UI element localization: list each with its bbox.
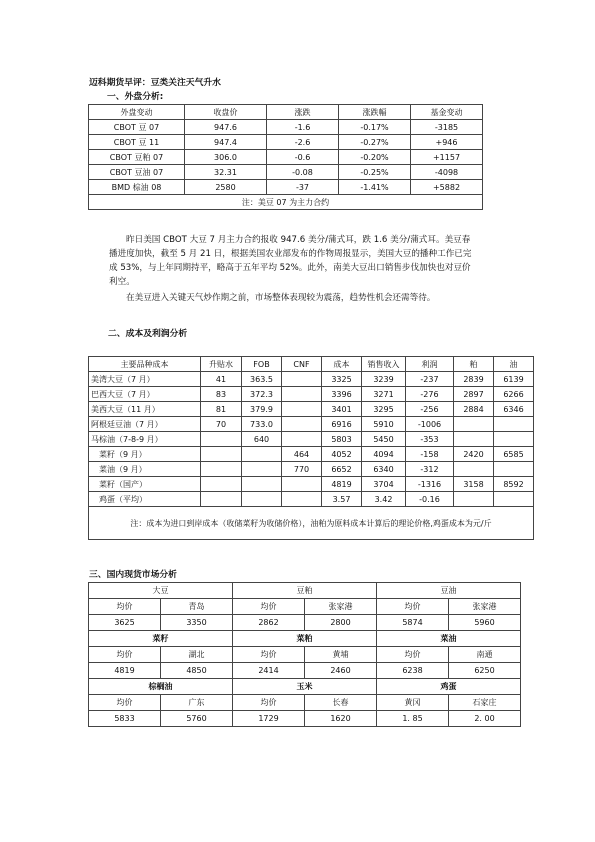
cell xyxy=(494,492,534,507)
cell xyxy=(201,492,242,507)
table-row xyxy=(89,180,483,195)
price-value: 2862 xyxy=(233,615,305,631)
cell: -37 xyxy=(267,180,339,195)
cell: 2839 xyxy=(454,372,494,387)
location-label: 均价 xyxy=(233,647,305,663)
price-row xyxy=(89,663,521,679)
commodity-name: 棕榈油 xyxy=(89,679,233,695)
cell: 363.5 xyxy=(242,372,282,387)
cell: 6340 xyxy=(362,462,406,477)
cell xyxy=(454,432,494,447)
cell: 372.3 xyxy=(242,387,282,402)
cost-table-body xyxy=(89,372,534,507)
cell: -0.20% xyxy=(339,150,411,165)
cell: -353 xyxy=(406,432,454,447)
location-label: 张家港 xyxy=(305,599,377,615)
col-header: 收盘价 xyxy=(185,105,267,120)
location-label: 均价 xyxy=(89,599,161,615)
cell: 733.0 xyxy=(242,417,282,432)
table-row xyxy=(89,372,534,387)
location-label: 黄冈 xyxy=(377,695,449,711)
cell: +946 xyxy=(411,135,483,150)
cell: 5803 xyxy=(322,432,362,447)
cell xyxy=(201,432,242,447)
cell xyxy=(282,477,322,492)
cell: -158 xyxy=(406,447,454,462)
col-header: 利润 xyxy=(406,357,454,372)
cell xyxy=(242,477,282,492)
table-note: 注：成本为进口到岸成本（收储菜籽为收储价格），油粕为原料成本计算后的理论价格,鸡蛋成本为元/斤 xyxy=(89,507,534,540)
price-value: 6250 xyxy=(449,663,521,679)
cell: 3325 xyxy=(322,372,362,387)
cell xyxy=(242,447,282,462)
cell: 5910 xyxy=(362,417,406,432)
commodity-name: 菜粕 xyxy=(233,631,377,647)
price-value: 1620 xyxy=(305,711,377,727)
location-label: 石家庄 xyxy=(449,695,521,711)
cell: 83 xyxy=(201,387,242,402)
cell xyxy=(494,462,534,477)
cell: 菜油（9 月） xyxy=(89,462,201,477)
cell: 6139 xyxy=(494,372,534,387)
cell: 鸡蛋（平均） xyxy=(89,492,201,507)
cell xyxy=(454,462,494,477)
table-row xyxy=(89,165,483,180)
cell: -312 xyxy=(406,462,454,477)
price-row xyxy=(89,615,521,631)
section-2-title: 二、成本及利润分析 xyxy=(108,329,188,339)
cell: 6652 xyxy=(322,462,362,477)
cell xyxy=(282,417,322,432)
table-header-row xyxy=(89,105,483,120)
cell: 6916 xyxy=(322,417,362,432)
price-row xyxy=(89,711,521,727)
col-header: 成本 xyxy=(322,357,362,372)
col-header: CNF xyxy=(282,357,322,372)
cell: 81 xyxy=(201,402,242,417)
price-value: 4819 xyxy=(89,663,161,679)
cell: 2420 xyxy=(454,447,494,462)
cell: 8592 xyxy=(494,477,534,492)
commodity-name: 豆粕 xyxy=(233,583,377,599)
cell: -256 xyxy=(406,402,454,417)
paragraph-1: 昨日美国 CBOT 大豆 7 月主力合约报收 947.6 美分/蒲式耳，跌 1.6 美分/蒲式耳。美豆春播进度加快，截至 5 月 21 日，根据美国农业部发布的作物周报显示，美国大豆的播种工作已完成 53%，与上年同期持平，略高于五年平均 52%。此外，南美大豆出口销售步伐加快也对豆价利空。 xyxy=(109,235,472,287)
cell: -0.25% xyxy=(339,165,411,180)
cell: 770 xyxy=(282,462,322,477)
commodity-name-row xyxy=(89,583,521,599)
cell xyxy=(282,492,322,507)
commodity-name: 大豆 xyxy=(89,583,233,599)
price-value: 1. 85 xyxy=(377,711,449,727)
cell: 6266 xyxy=(494,387,534,402)
location-row xyxy=(89,695,521,711)
cell: 32.31 xyxy=(185,165,267,180)
table-row xyxy=(89,150,483,165)
price-value: 2414 xyxy=(233,663,305,679)
commodity-name-row xyxy=(89,679,521,695)
price-value: 1729 xyxy=(233,711,305,727)
cell: -1.6 xyxy=(267,120,339,135)
cell: 巴西大豆（7 月） xyxy=(89,387,201,402)
cell: 阿根廷豆油（7 月） xyxy=(89,417,201,432)
cell: -2.6 xyxy=(267,135,339,150)
foreign-market-table xyxy=(88,104,483,210)
price-value: 5760 xyxy=(161,711,233,727)
table-header-row xyxy=(89,357,534,372)
section-1-title: 一、外盘分析: xyxy=(107,92,164,102)
cell xyxy=(494,432,534,447)
col-header: 油 xyxy=(494,357,534,372)
col-header: 升贴水 xyxy=(201,357,242,372)
location-label: 张家港 xyxy=(449,599,521,615)
cell: -1006 xyxy=(406,417,454,432)
cell xyxy=(201,477,242,492)
cell: 3271 xyxy=(362,387,406,402)
paragraph-2: 在美豆进入关键天气炒作期之前，市场整体表现较为震荡，趋势性机会还需等待。 xyxy=(126,293,436,303)
cell: 菜籽（9 月） xyxy=(89,447,201,462)
commodity-name: 豆油 xyxy=(377,583,521,599)
cell: -0.27% xyxy=(339,135,411,150)
location-label: 均价 xyxy=(89,695,161,711)
spot-market-table xyxy=(88,582,521,727)
cell xyxy=(282,387,322,402)
table-row xyxy=(89,120,483,135)
cell: -1316 xyxy=(406,477,454,492)
cell: -3185 xyxy=(411,120,483,135)
price-value: 5833 xyxy=(89,711,161,727)
location-label: 均价 xyxy=(233,695,305,711)
location-row xyxy=(89,647,521,663)
location-label: 南通 xyxy=(449,647,521,663)
table-row xyxy=(89,447,534,462)
col-header: FOB xyxy=(242,357,282,372)
table-row xyxy=(89,387,534,402)
cell: 41 xyxy=(201,372,242,387)
col-header: 涨跌幅 xyxy=(339,105,411,120)
col-header: 粕 xyxy=(454,357,494,372)
cell: 3.57 xyxy=(322,492,362,507)
location-label: 广东 xyxy=(161,695,233,711)
location-label: 均价 xyxy=(89,647,161,663)
location-row xyxy=(89,599,521,615)
cell: 3396 xyxy=(322,387,362,402)
commodity-name: 菜油 xyxy=(377,631,521,647)
col-header: 外盘变动 xyxy=(89,105,185,120)
cell: 4819 xyxy=(322,477,362,492)
location-label: 黄埔 xyxy=(305,647,377,663)
cell xyxy=(454,417,494,432)
cell: 379.9 xyxy=(242,402,282,417)
cell: CBOT 豆粕 07 xyxy=(89,150,185,165)
cell: 菜籽（国产） xyxy=(89,477,201,492)
cell: 6585 xyxy=(494,447,534,462)
price-value: 2800 xyxy=(305,615,377,631)
cell xyxy=(282,402,322,417)
location-label: 均价 xyxy=(233,599,305,615)
price-value: 6238 xyxy=(377,663,449,679)
price-value: 5960 xyxy=(449,615,521,631)
location-label: 长春 xyxy=(305,695,377,711)
location-label: 青岛 xyxy=(161,599,233,615)
cell: -4098 xyxy=(411,165,483,180)
cell: 4094 xyxy=(362,447,406,462)
cell: -1.41% xyxy=(339,180,411,195)
col-header: 基金变动 xyxy=(411,105,483,120)
cell: -0.17% xyxy=(339,120,411,135)
cell: 美西大豆（11 月） xyxy=(89,402,201,417)
cell: -0.6 xyxy=(267,150,339,165)
cell: 3.42 xyxy=(362,492,406,507)
cell: 2580 xyxy=(185,180,267,195)
cell: +1157 xyxy=(411,150,483,165)
table-note-row xyxy=(89,195,483,210)
cell: CBOT 豆 11 xyxy=(89,135,185,150)
cell: 464 xyxy=(282,447,322,462)
cell xyxy=(201,447,242,462)
doc-title: 迈科期货早评：豆类关注天气升水 xyxy=(89,78,221,88)
cell xyxy=(242,492,282,507)
cell: 2884 xyxy=(454,402,494,417)
price-value: 5874 xyxy=(377,615,449,631)
cell: 美湾大豆（7 月） xyxy=(89,372,201,387)
cell: -0.16 xyxy=(406,492,454,507)
cell: 70 xyxy=(201,417,242,432)
col-header: 涨跌 xyxy=(267,105,339,120)
table-row xyxy=(89,492,534,507)
location-label: 均价 xyxy=(377,599,449,615)
price-value: 4850 xyxy=(161,663,233,679)
cell xyxy=(242,462,282,477)
cell: 640 xyxy=(242,432,282,447)
commodity-name: 菜籽 xyxy=(89,631,233,647)
cell: CBOT 豆油 07 xyxy=(89,165,185,180)
cell: 3295 xyxy=(362,402,406,417)
table-row xyxy=(89,462,534,477)
cell: 947.4 xyxy=(185,135,267,150)
commodity-name: 玉米 xyxy=(233,679,377,695)
commodity-name-row xyxy=(89,631,521,647)
price-value: 3350 xyxy=(161,615,233,631)
location-label: 均价 xyxy=(377,647,449,663)
table-row xyxy=(89,402,534,417)
cell: BMD 棕油 08 xyxy=(89,180,185,195)
table-note: 注：美豆 07 为主力合约 xyxy=(89,195,483,210)
cell: -276 xyxy=(406,387,454,402)
cell: 306.0 xyxy=(185,150,267,165)
cell: -0.08 xyxy=(267,165,339,180)
cell xyxy=(201,462,242,477)
cell: 947.6 xyxy=(185,120,267,135)
table-row xyxy=(89,417,534,432)
cell: -237 xyxy=(406,372,454,387)
cell xyxy=(494,417,534,432)
col-header: 主要品种成本 xyxy=(89,357,201,372)
cell: 3239 xyxy=(362,372,406,387)
commodity-name: 鸡蛋 xyxy=(377,679,521,695)
table-row xyxy=(89,432,534,447)
spot-table-body xyxy=(89,583,521,727)
cell xyxy=(282,432,322,447)
cell: 3401 xyxy=(322,402,362,417)
cell: CBOT 豆 07 xyxy=(89,120,185,135)
cost-profit-table xyxy=(88,356,534,540)
cell: 2897 xyxy=(454,387,494,402)
price-value: 2460 xyxy=(305,663,377,679)
cell: 4052 xyxy=(322,447,362,462)
cell xyxy=(282,372,322,387)
table-note-row xyxy=(89,507,534,540)
cell: 6346 xyxy=(494,402,534,417)
table-row xyxy=(89,135,483,150)
cell xyxy=(454,492,494,507)
cell: 5450 xyxy=(362,432,406,447)
cell: +5882 xyxy=(411,180,483,195)
cell: 3704 xyxy=(362,477,406,492)
cell: 马棕油（7-8-9 月） xyxy=(89,432,201,447)
section-3-title: 三、国内现货市场分析 xyxy=(89,570,177,580)
cell: 3158 xyxy=(454,477,494,492)
price-value: 2. 00 xyxy=(449,711,521,727)
location-label: 湖北 xyxy=(161,647,233,663)
table-row xyxy=(89,477,534,492)
col-header: 销售收入 xyxy=(362,357,406,372)
price-value: 3625 xyxy=(89,615,161,631)
